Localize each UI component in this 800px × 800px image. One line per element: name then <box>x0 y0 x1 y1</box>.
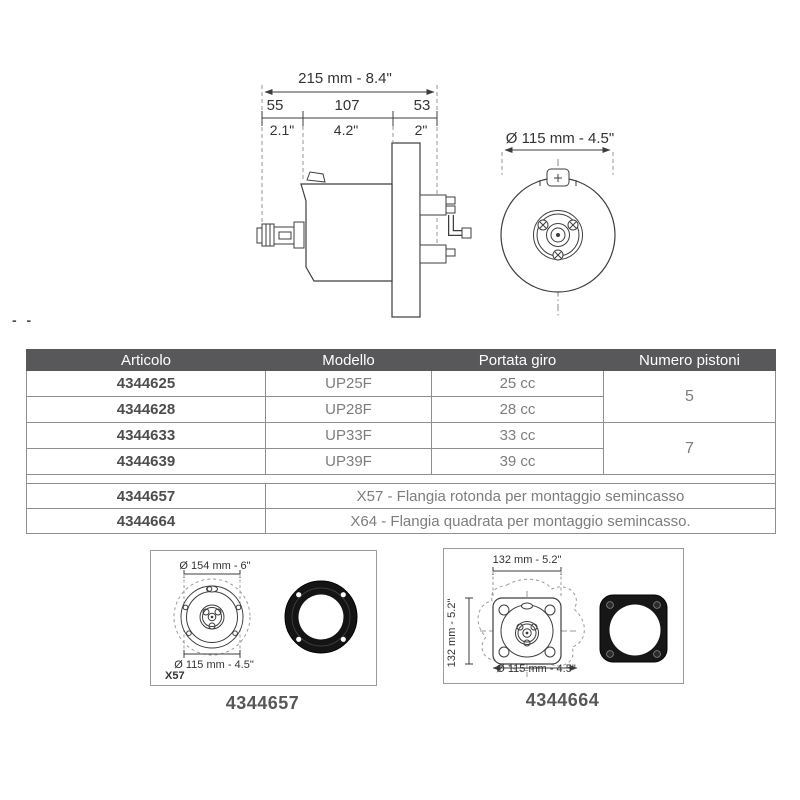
dim-overall-length: 215 mm - 8.4" <box>298 70 392 87</box>
dim-seg3-mm: 53 <box>413 97 431 114</box>
bottom-fitting-block <box>420 245 446 263</box>
pump-front-view <box>501 130 615 317</box>
header-portata-giro: Portata giro <box>432 350 604 371</box>
cell-modello: UP39F <box>266 449 432 475</box>
cell-articolo: 4344657 <box>27 484 266 509</box>
label-x57: X57 <box>165 670 185 682</box>
dim-x64-width: 132 mm - 5.2" <box>492 554 562 566</box>
dim-x57-outer: Ø 154 mm - 6" <box>179 560 251 572</box>
caption-4344664: 4344664 <box>525 690 600 710</box>
table-row <box>27 423 776 449</box>
helm-pump-drawing <box>230 55 690 340</box>
cell-pistoni-5: 5 <box>604 371 776 423</box>
header-articolo: Articolo <box>27 350 266 371</box>
dim-x57-bolt: Ø 115 mm - 4.5" <box>174 659 254 671</box>
pump-body <box>301 184 392 281</box>
caption-4344657: 4344657 <box>225 693 300 713</box>
cell-articolo: 4344664 <box>27 509 266 534</box>
cell-modello: UP33F <box>266 423 432 449</box>
flange-x64-box <box>443 548 684 684</box>
cell-portata: 28 cc <box>432 397 604 423</box>
table-spacer-row <box>27 475 776 484</box>
header-modello: Modello <box>266 350 432 371</box>
cell-portata: 39 cc <box>432 449 604 475</box>
elbow-nipple <box>462 228 471 238</box>
dim-seg1-mm: 55 <box>266 97 284 114</box>
table-row <box>27 484 776 509</box>
table-header-row <box>27 350 776 371</box>
top-fitting-block <box>420 195 446 215</box>
dim-seg2-mm: 107 <box>334 97 360 114</box>
cell-articolo: 4344628 <box>27 397 266 423</box>
header-numero-pistoni: Numero pistoni <box>604 350 776 371</box>
dim-x64-height: 132 mm - 5.2" <box>446 598 458 668</box>
table-row <box>27 509 776 534</box>
cell-descrizione: X57 - Flangia rotonda per montaggio semincasso <box>266 484 776 509</box>
flange-x57-photo <box>285 581 357 653</box>
cell-articolo: 4344625 <box>27 371 266 397</box>
flange-x64-photo <box>600 595 667 662</box>
dim-seg1-in: 2.1" <box>269 122 295 138</box>
vent-cap <box>307 172 325 182</box>
cell-articolo: 4344639 <box>27 449 266 475</box>
cell-portata: 25 cc <box>432 371 604 397</box>
pump-side-view <box>257 70 471 317</box>
cell-modello: UP25F <box>266 371 432 397</box>
dim-front-diameter: Ø 115 mm - 4.5" <box>505 130 615 147</box>
mounting-plate <box>392 143 420 317</box>
flange-x57-drawing <box>151 551 376 685</box>
cell-portata: 33 cc <box>432 423 604 449</box>
cell-descrizione: X64 - Flangia quadrata per montaggio semincasso. <box>266 509 776 534</box>
dim-seg2-in: 4.2" <box>333 122 359 138</box>
cell-articolo: 4344633 <box>27 423 266 449</box>
flange-x64-drawing <box>444 549 683 683</box>
spec-table <box>26 349 776 534</box>
dim-x64-bolt: Ø 115 mm - 4.5" <box>496 663 576 675</box>
flange-x57-box <box>150 550 377 686</box>
shaft-nut <box>262 224 274 246</box>
dim-seg3-in: 2" <box>414 122 428 138</box>
table-row <box>27 371 776 397</box>
stray-dashes: - - <box>12 312 35 328</box>
cell-pistoni-7: 7 <box>604 423 776 475</box>
cell-modello: UP28F <box>266 397 432 423</box>
